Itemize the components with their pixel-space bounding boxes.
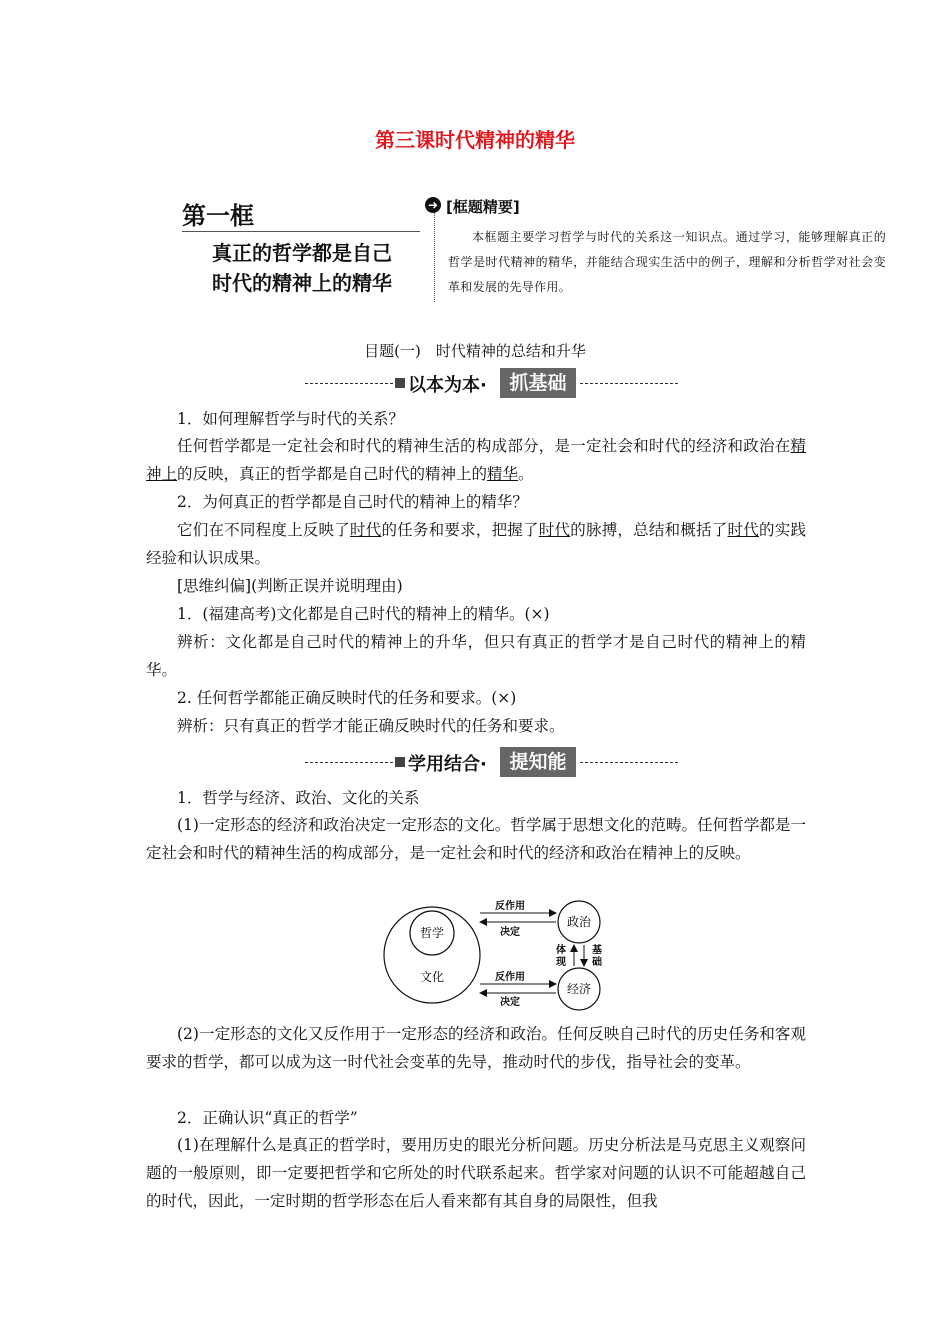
banner-box: 抓基础 — [500, 368, 576, 398]
basis-label: 基础 — [592, 945, 602, 968]
answer-1-blank: 精神上 — [146, 437, 806, 483]
answer-2-part: 的实践经验和认识成果。 — [146, 521, 806, 567]
paragraph-3: (1)在理解什么是真正的哲学时，要用历史的眼光分析问题。历史分析法是马克思主义观察问题的一般原则，即一定要把哲学和它所处的时代联系起来。哲学家对问题的认识不可能超越自己的时代，因此，一定时期的哲学形态在后人看来都有其自身的局限性，但我 — [146, 1136, 806, 1210]
dotted-divider — [434, 210, 435, 302]
reflect-label: 体现 — [556, 945, 566, 968]
relationship-diagram — [380, 895, 620, 1015]
question-2-text: 2．为何真正的哲学都是自己时代的精神上的精华？ — [177, 493, 528, 511]
square-icon — [395, 378, 405, 388]
decide-label-bottom: 决定 — [500, 997, 520, 1008]
reaction-label-top: 反作用 — [495, 901, 525, 912]
answer-1-part: 任何哲学都是一定社会和时代的精神生活的构成部分，是一定社会和时代的经济和政治在 — [177, 437, 791, 455]
answer-2-part: 的脉搏，总结和概括了 — [570, 521, 728, 539]
banner-dash-right — [580, 383, 678, 384]
frame-subtitle-line2: 时代的精神上的精华 — [212, 271, 392, 295]
answer-2-blank: 时代 — [350, 521, 382, 539]
answer-2 — [146, 516, 806, 572]
banner-dash-left — [305, 762, 393, 763]
question-1 — [146, 405, 806, 433]
answer-2-blank: 时代 — [727, 521, 759, 539]
judgement-2: 2. 任何哲学都能正确反映时代的任务和要求。(×) — [177, 689, 517, 707]
banner-text: 以本为本· — [408, 375, 487, 396]
summary-text: 本框题主要学习哲学与时代的关系这一知识点。通过学习，能够理解真正的哲学是时代精神的精华，并能结合现实生活中的例子，理解和分析哲学对社会变革和发展的先导作用。 — [448, 230, 886, 294]
answer-1-blank: 精华 — [487, 465, 519, 483]
economy-label: 经济 — [566, 982, 592, 996]
paragraph-2: (2)一定形态的文化又反作用于一定形态的经济和政治。任何反映自己时代的历史任务和客观要求的哲学，都可以成为这一时代社会变革的先导，推动时代的步伐，指导社会的变革。 — [146, 1025, 806, 1071]
banner-basics — [300, 368, 680, 400]
banner-application — [300, 747, 680, 779]
banner-dash-left — [305, 383, 393, 384]
answer-1-part: 。 — [518, 465, 534, 483]
arrow-right-icon: ➜ — [425, 197, 441, 213]
heading-2: 2．正确认识“真正的哲学” — [177, 1109, 358, 1127]
reaction-label-bottom: 反作用 — [495, 972, 525, 983]
answer-2-part: 的任务和要求，把握了 — [381, 521, 539, 539]
banner-text: 学用结合· — [408, 754, 487, 775]
question-2 — [146, 488, 806, 516]
culture-label: 文化 — [419, 970, 445, 984]
judgement-2-analysis: 辨析：只有真正的哲学才能正确反映时代的任务和要求。 — [177, 717, 565, 735]
page-title: 第三课时代精神的精华 — [375, 128, 575, 152]
answer-1 — [146, 432, 806, 488]
judgement-1-analysis: 辨析：文化都是自己时代的精神上的升华，但只有真正的哲学才是自己时代的精神上的精华。 — [146, 633, 806, 679]
banner-box: 提知能 — [500, 747, 576, 777]
judgement-1: 1．(福建高考)文化都是自己时代的精神上的精华。(×) — [177, 605, 550, 623]
decide-label-top: 决定 — [500, 927, 520, 938]
philosophy-label: 哲学 — [419, 926, 445, 940]
answer-2-part: 它们在不同程度上反映了 — [177, 521, 351, 539]
politics-label: 政治 — [566, 915, 592, 929]
paragraph-1: (1)一定形态的经济和政治决定一定形态的文化。哲学属于思想文化的范畴。任何哲学都是一定社会和时代的精神生活的构成部分，是一定社会和时代的经济和政治在精神上的反映。 — [146, 816, 806, 862]
frame-subtitle — [182, 238, 422, 298]
frame-divider — [182, 231, 420, 232]
banner-dash-right — [580, 762, 678, 763]
answer-2-blank: 时代 — [538, 521, 571, 539]
summary-label: [框题精要] — [446, 198, 520, 216]
topic-title: 目题(一) 时代精神的总结和升华 — [364, 342, 586, 360]
heading-1: 1．哲学与经济、政治、文化的关系 — [177, 789, 420, 807]
frame-subtitle-line1: 真正的哲学都是自己 — [212, 241, 392, 265]
square-icon — [395, 757, 405, 767]
frame-label: 第一框 — [182, 202, 254, 230]
answer-1-part: 的反映，真正的哲学都是自己时代的精神上的 — [177, 465, 488, 483]
question-1-text: 1．如何理解哲学与时代的关系？ — [177, 410, 404, 428]
thinking-label: [思维纠偏](判断正误并说明理由) — [177, 577, 403, 595]
